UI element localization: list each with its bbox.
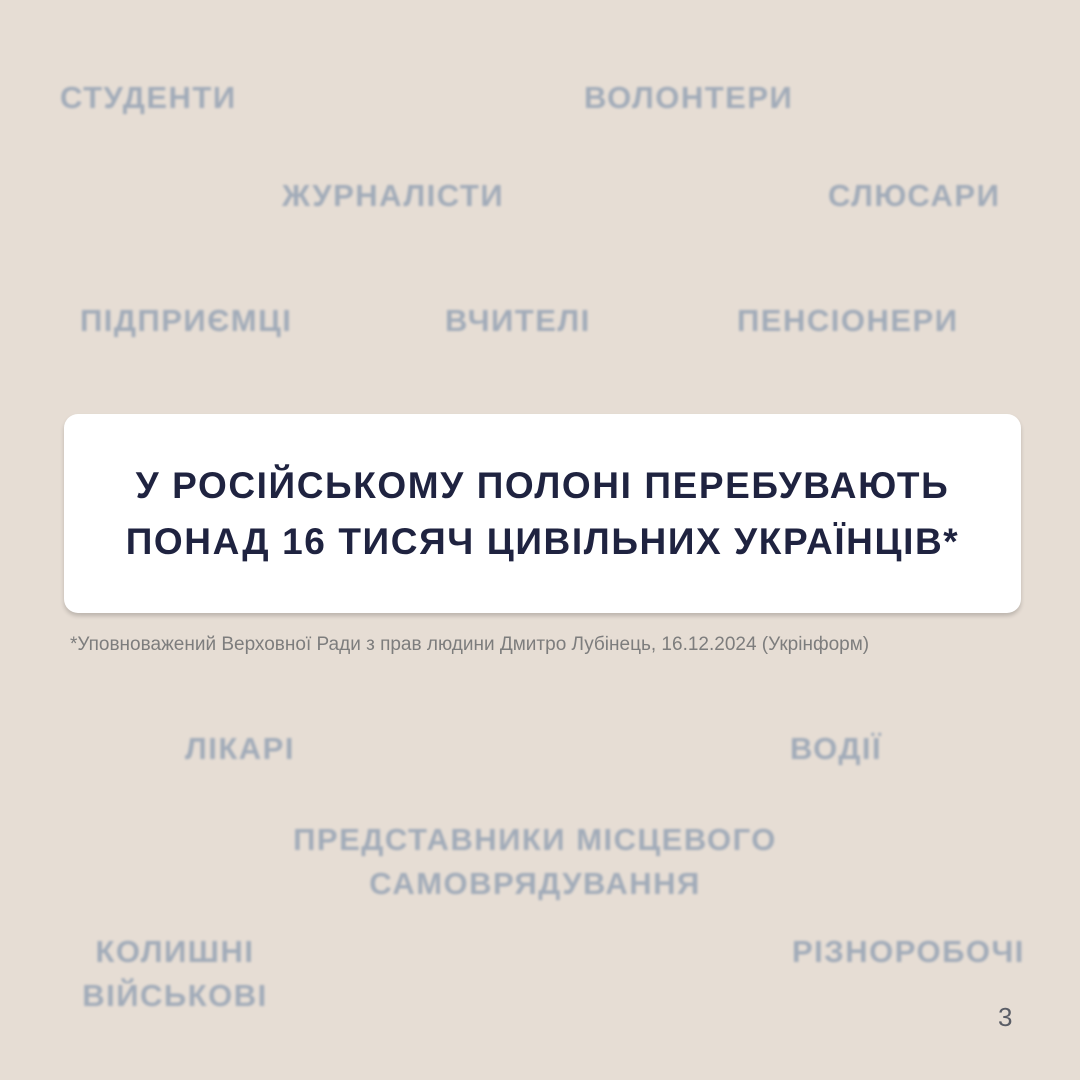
source-footnote: *Уповноважений Верховної Ради з прав людини Дмитро Лубінець, 16.12.2024 (Укрінформ) (70, 634, 870, 655)
word-drivers: ВОДІЇ (790, 731, 883, 766)
page-number: 3 (998, 1002, 1013, 1032)
word-volunteers: ВОЛОНТЕРИ (584, 80, 794, 115)
word-former-military-line-2: ВІЙСЬКОВІ (82, 978, 268, 1013)
headline-line-1: У РОСІЙСЬКОМУ ПОЛОНІ ПЕРЕБУВАЮТЬ (135, 464, 950, 506)
word-locksmiths: СЛЮСАРИ (828, 178, 1001, 213)
headline-card (64, 414, 1021, 613)
word-local-government-line-1: ПРЕДСТАВНИКИ МІСЦЕВОГО (293, 822, 777, 857)
headline-line-2: ПОНАД 16 ТИСЯЧ ЦИВІЛЬНИХ УКРАЇНЦІВ* (125, 520, 960, 562)
word-pensioners: ПЕНСІОНЕРИ (737, 303, 959, 338)
word-teachers: ВЧИТЕЛІ (445, 303, 591, 338)
word-former-military-line-1: КОЛИШНІ (95, 934, 255, 969)
word-students: СТУДЕНТИ (60, 80, 237, 115)
word-journalists: ЖУРНАЛІСТИ (282, 178, 505, 213)
word-doctors: ЛІКАРІ (185, 731, 295, 766)
word-local-government-line-2: САМОВРЯДУВАННЯ (369, 866, 701, 901)
word-laborers: РІЗНОРОБОЧІ (792, 934, 1025, 969)
word-entrepreneurs: ПІДПРИЄМЦІ (80, 303, 293, 338)
word-local-government (260, 818, 810, 906)
word-former-military (60, 930, 290, 1018)
